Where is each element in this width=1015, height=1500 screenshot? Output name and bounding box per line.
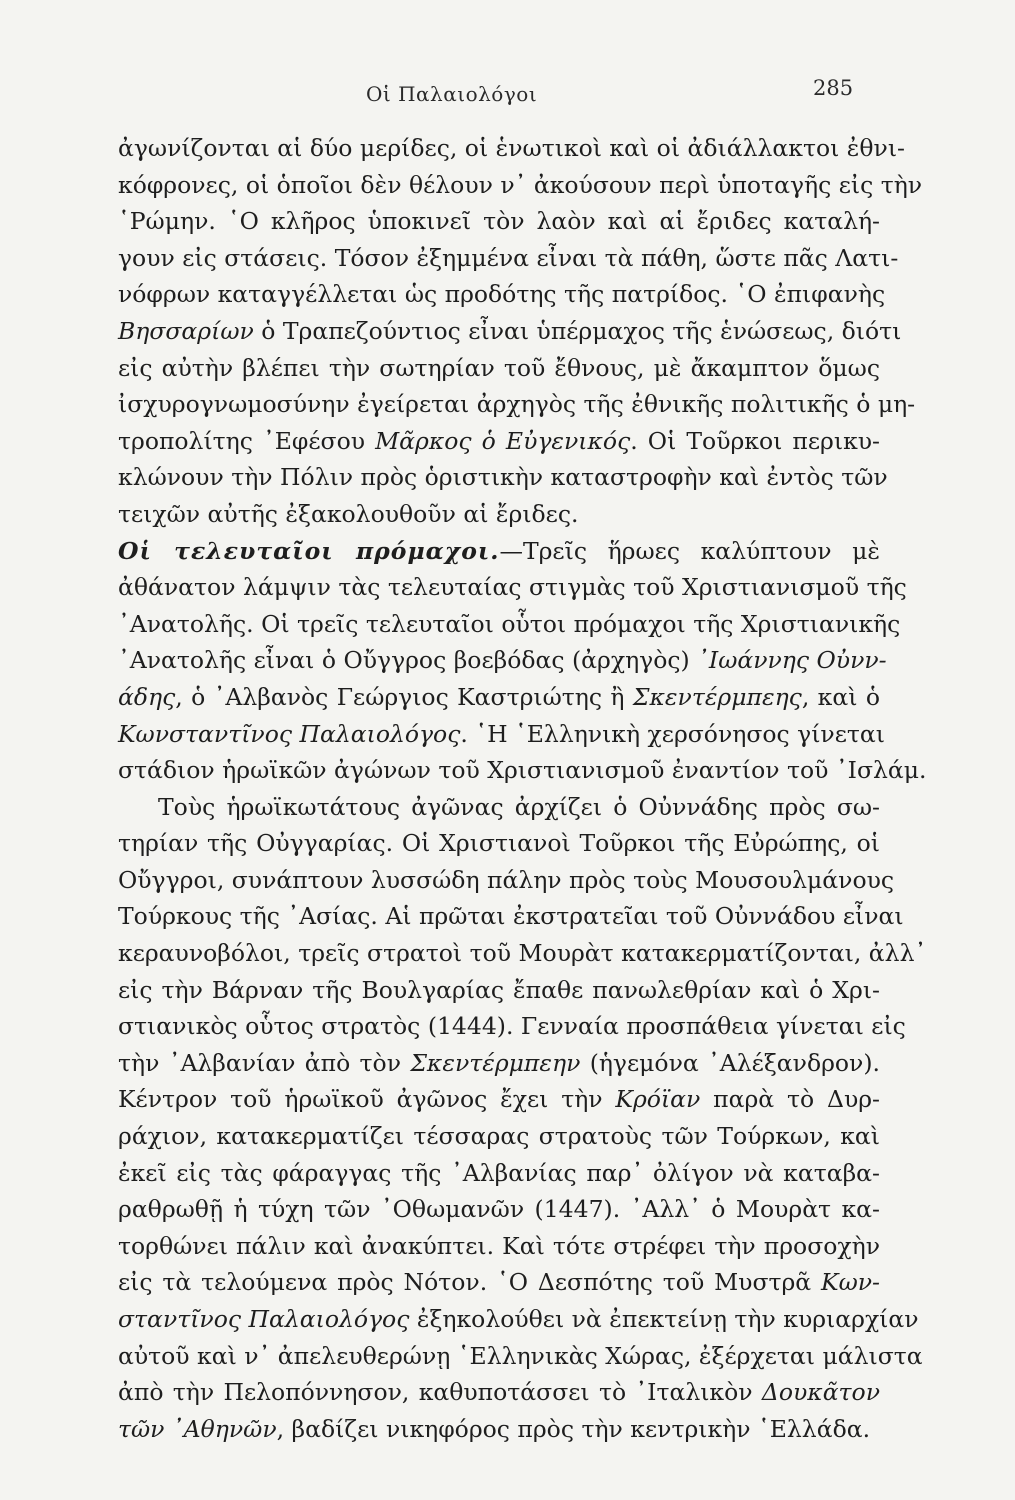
text-line — [118, 386, 916, 423]
text-run: τροπολίτης ᾿Εφέσου — [118, 426, 376, 455]
text-run: εἰς αὐτὴν βλέπει τὴν σωτηρίαν τοῦ ἔθνους, μὲ ἄκαμπτον ὅμως — [118, 353, 880, 382]
text-run: γουν εἰς στάσεις. Τόσον ἐξημμένα εἶναι τὰ πάθη, ὥστε πᾶς Λατι- — [118, 243, 899, 272]
text-run: ἀθάνατον λάμψιν τὰς τελευταίας στιγμὰς τοῦ Χριστιανισμοῦ τῆς — [118, 573, 907, 602]
text-run: (ἡγεμόνα ᾿Αλέξανδρον). — [580, 1048, 880, 1077]
text-line — [118, 825, 880, 862]
text-line — [118, 240, 899, 277]
text-run: ῾Ρώμην. ῾Ο κλῆρος ὑποκινεῖ τὸν λαὸν καὶ αἱ ἔριδες καταλή- — [118, 207, 880, 236]
text-line — [118, 1155, 880, 1192]
text-line — [118, 1081, 880, 1118]
text-line — [118, 167, 923, 204]
text-line — [118, 569, 907, 606]
text-line — [118, 606, 901, 643]
text-run: —Τρεῖς ἥρωες καλύπτουν μὲ — [499, 536, 880, 565]
italic-name: άδης — [118, 682, 176, 711]
text-run: ἀπὸ τὴν Πελοπόννησον, καθυποτάσσει τὸ ᾿Ιταλικὸν — [118, 1378, 762, 1407]
text-run: ἐκεῖ εἰς τὰς φάραγγας τῆς ᾿Αλβανίας παρ᾽ ὀλίγον νὰ καταβα- — [118, 1158, 880, 1187]
text-run: εἰς τὴν Βάρναν τῆς Βουλγαρίας ἔπαθε πανωλεθρίαν καὶ ὁ Χρι- — [118, 975, 880, 1004]
text-line — [118, 496, 880, 533]
italic-name: Κωνσταντῖνος Παλαιολόγος — [118, 719, 461, 748]
text-run: παρὰ τὸ Δυρ- — [700, 1085, 880, 1114]
italic-name: σταντῖνος Παλαιολόγος — [118, 1305, 410, 1333]
text-line — [118, 203, 880, 240]
text-run: , καὶ ὁ — [801, 682, 880, 711]
text-run: ἐξηκολούθει νὰ ἐπεκτείνῃ τὴν κυριαρχίαν — [409, 1305, 919, 1333]
text-line — [118, 130, 905, 167]
text-run: ᾿Ανατολῆς. Οἱ τρεῖς τελευταῖοι οὗτοι πρόμαχοι τῆς Χριστιανικῆς — [118, 609, 901, 638]
text-line — [118, 935, 927, 972]
italic-name: Μᾶρκος ὁ Εὐγενικός — [375, 426, 631, 455]
text-line — [118, 423, 880, 460]
text-line — [118, 642, 887, 679]
italic-name: ᾿Ιωάννης Οὐνν- — [697, 646, 887, 675]
text-run: ράχιον, κατακερματίζει τέσσαρας στρατοὺς τῶν Τούρκων, καὶ — [118, 1122, 880, 1151]
text-run: . Οἱ Τοῦρκοι περικυ- — [630, 426, 880, 455]
text-run: Οὔγγροι, συνάπτουν λυσσώδη πάλην πρὸς τοὺς Μουσουλμάνους — [118, 865, 895, 894]
text-run: τειχῶν αὐτῆς ἐξακολουθοῦν αἱ ἔριδες. — [118, 499, 579, 528]
page-header — [0, 74, 1015, 114]
text-run: ἀγωνίζονται αἱ δύο μερίδες, οἱ ἑνωτικοὶ καὶ οἱ ἀδιάλλακτοι ἐθνι- — [118, 134, 905, 162]
italic-name: Κων- — [821, 1268, 880, 1297]
text-line — [118, 313, 902, 350]
text-line — [118, 533, 880, 570]
text-run: Τούρκους τῆς ᾿Ασίας. Αἱ πρῶται ἐκστρατεῖαι τοῦ Οὐννάδου εἶναι — [118, 902, 904, 931]
text-run: εἰς τὰ τελούμενα πρὸς Νότον. ῾Ο Δεσπότης τοῦ Μυστρᾶ — [118, 1268, 822, 1297]
text-run: . ῾Η ῾Ελληνικὴ χερσόνησος γίνεται — [460, 719, 885, 748]
text-run: τηρίαν τῆς Οὐγγαρίας. Οἱ Χριστιανοὶ Τοῦρκοι τῆς Εὐρώπης, οἱ — [118, 829, 880, 858]
body-text — [118, 130, 927, 1447]
text-run: κεραυνοβόλοι, τρεῖς στρατοὶ τοῦ Μουρὰτ κατακερματίζονται, ἀλλ᾽ — [118, 939, 927, 968]
text-run: Τοὺς ἡρωϊκωτάτους ἀγῶνας ἀρχίζει ὁ Οὐννάδης πρὸς σω- — [158, 792, 880, 821]
running-title: Οἱ Παλαιολόγοι — [366, 82, 538, 106]
text-line — [118, 789, 880, 826]
text-run: κόφρονες, οἱ ὁποῖοι δὲν θέλουν ν᾽ ἀκούσουν περὶ ὑποταγῆς εἰς τὴν — [118, 170, 923, 199]
text-run: Κέντρον τοῦ ἡρωϊκοῦ ἀγῶνος ἔχει τὴν — [118, 1085, 616, 1114]
text-run: κλώνουν τὴν Πόλιν πρὸς ὁριστικὴν καταστροφὴν καὶ ἐντὸς τῶν — [118, 463, 888, 492]
text-line — [118, 679, 880, 716]
text-line — [118, 1264, 880, 1301]
text-line — [118, 972, 880, 1009]
text-run: , ὁ ᾿Αλβανὸς Γεώργιος Καστριώτης ἢ — [175, 682, 633, 711]
text-run: ραθρωθῇ ἡ τύχη τῶν ᾿Οθωμανῶν (1447). ᾿Αλλ᾽ ὁ Μουρὰτ κα- — [118, 1195, 880, 1224]
text-run: ὁ Τραπεζούντιος εἶναι ὑπέρμαχος τῆς ἑνώσεως, διότι — [253, 316, 902, 345]
italic-name: Βησσαρίων — [118, 316, 254, 345]
text-line — [118, 350, 880, 387]
text-line — [118, 1045, 880, 1082]
italic-name: Δουκᾶτον — [761, 1378, 880, 1407]
text-line — [118, 459, 888, 496]
text-line — [118, 1411, 880, 1448]
text-line — [118, 1228, 880, 1265]
text-line — [118, 862, 895, 899]
page-number: 285 — [813, 76, 854, 100]
text-line — [118, 752, 927, 789]
text-run: ἰσχυρογνωμοσύνην ἐγείρεται ἀρχηγὸς τῆς ἐθνικῆς πολιτικῆς ὁ μη- — [118, 390, 916, 419]
text-line — [118, 1301, 919, 1338]
text-run: αὐτοῦ καὶ ν᾽ ἀπελευθερώνῃ ῾Ελληνικὰς Χώρας, ἐξέρχεται μάλιστα — [118, 1341, 923, 1370]
italic-name: Κρόϊαν — [615, 1085, 701, 1114]
italic-name: Σκεντέρμπεην — [410, 1048, 581, 1077]
text-run: στάδιον ἡρωϊκῶν ἀγώνων τοῦ Χριστιανισμοῦ ἐναντίον τοῦ ᾿Ισλάμ. — [118, 756, 927, 785]
text-line — [118, 1118, 880, 1155]
text-line — [118, 1374, 880, 1411]
text-run: νόφρων καταγγέλλεται ὡς προδότης τῆς πατρίδος. ῾Ο ἐπιφανὴς — [118, 280, 886, 309]
text-line — [118, 716, 885, 753]
text-line — [118, 1338, 923, 1375]
italic-name: Σκεντέρμπεης — [632, 682, 802, 711]
text-run: στιανικὸς οὗτος στρατὸς (1444). Γενναία προσπάθεια γίνεται εἰς — [118, 1012, 906, 1041]
text-run: , βαδίζει νικηφόρος πρὸς τὴν κεντρικὴν ῾Ελλάδα. — [276, 1414, 871, 1443]
section-heading: Οἱ τελευταῖοι πρόμαχοι. — [118, 536, 500, 565]
text-line — [118, 276, 886, 313]
text-run: τὴν ᾿Αλβανίαν ἀπὸ τὸν — [118, 1048, 411, 1077]
italic-name: τῶν ᾿Αθηνῶν — [118, 1414, 277, 1443]
text-run: τορθώνει πάλιν καὶ ἀνακύπτει. Καὶ τότε στρέφει τὴν προσοχὴν — [118, 1231, 880, 1260]
text-line — [118, 1008, 906, 1045]
text-line — [118, 1191, 880, 1228]
text-run: ᾿Ανατολῆς εἶναι ὁ Οὔγγρος βοεβόδας (ἀρχηγὸς) — [118, 646, 698, 675]
text-line — [118, 898, 904, 935]
